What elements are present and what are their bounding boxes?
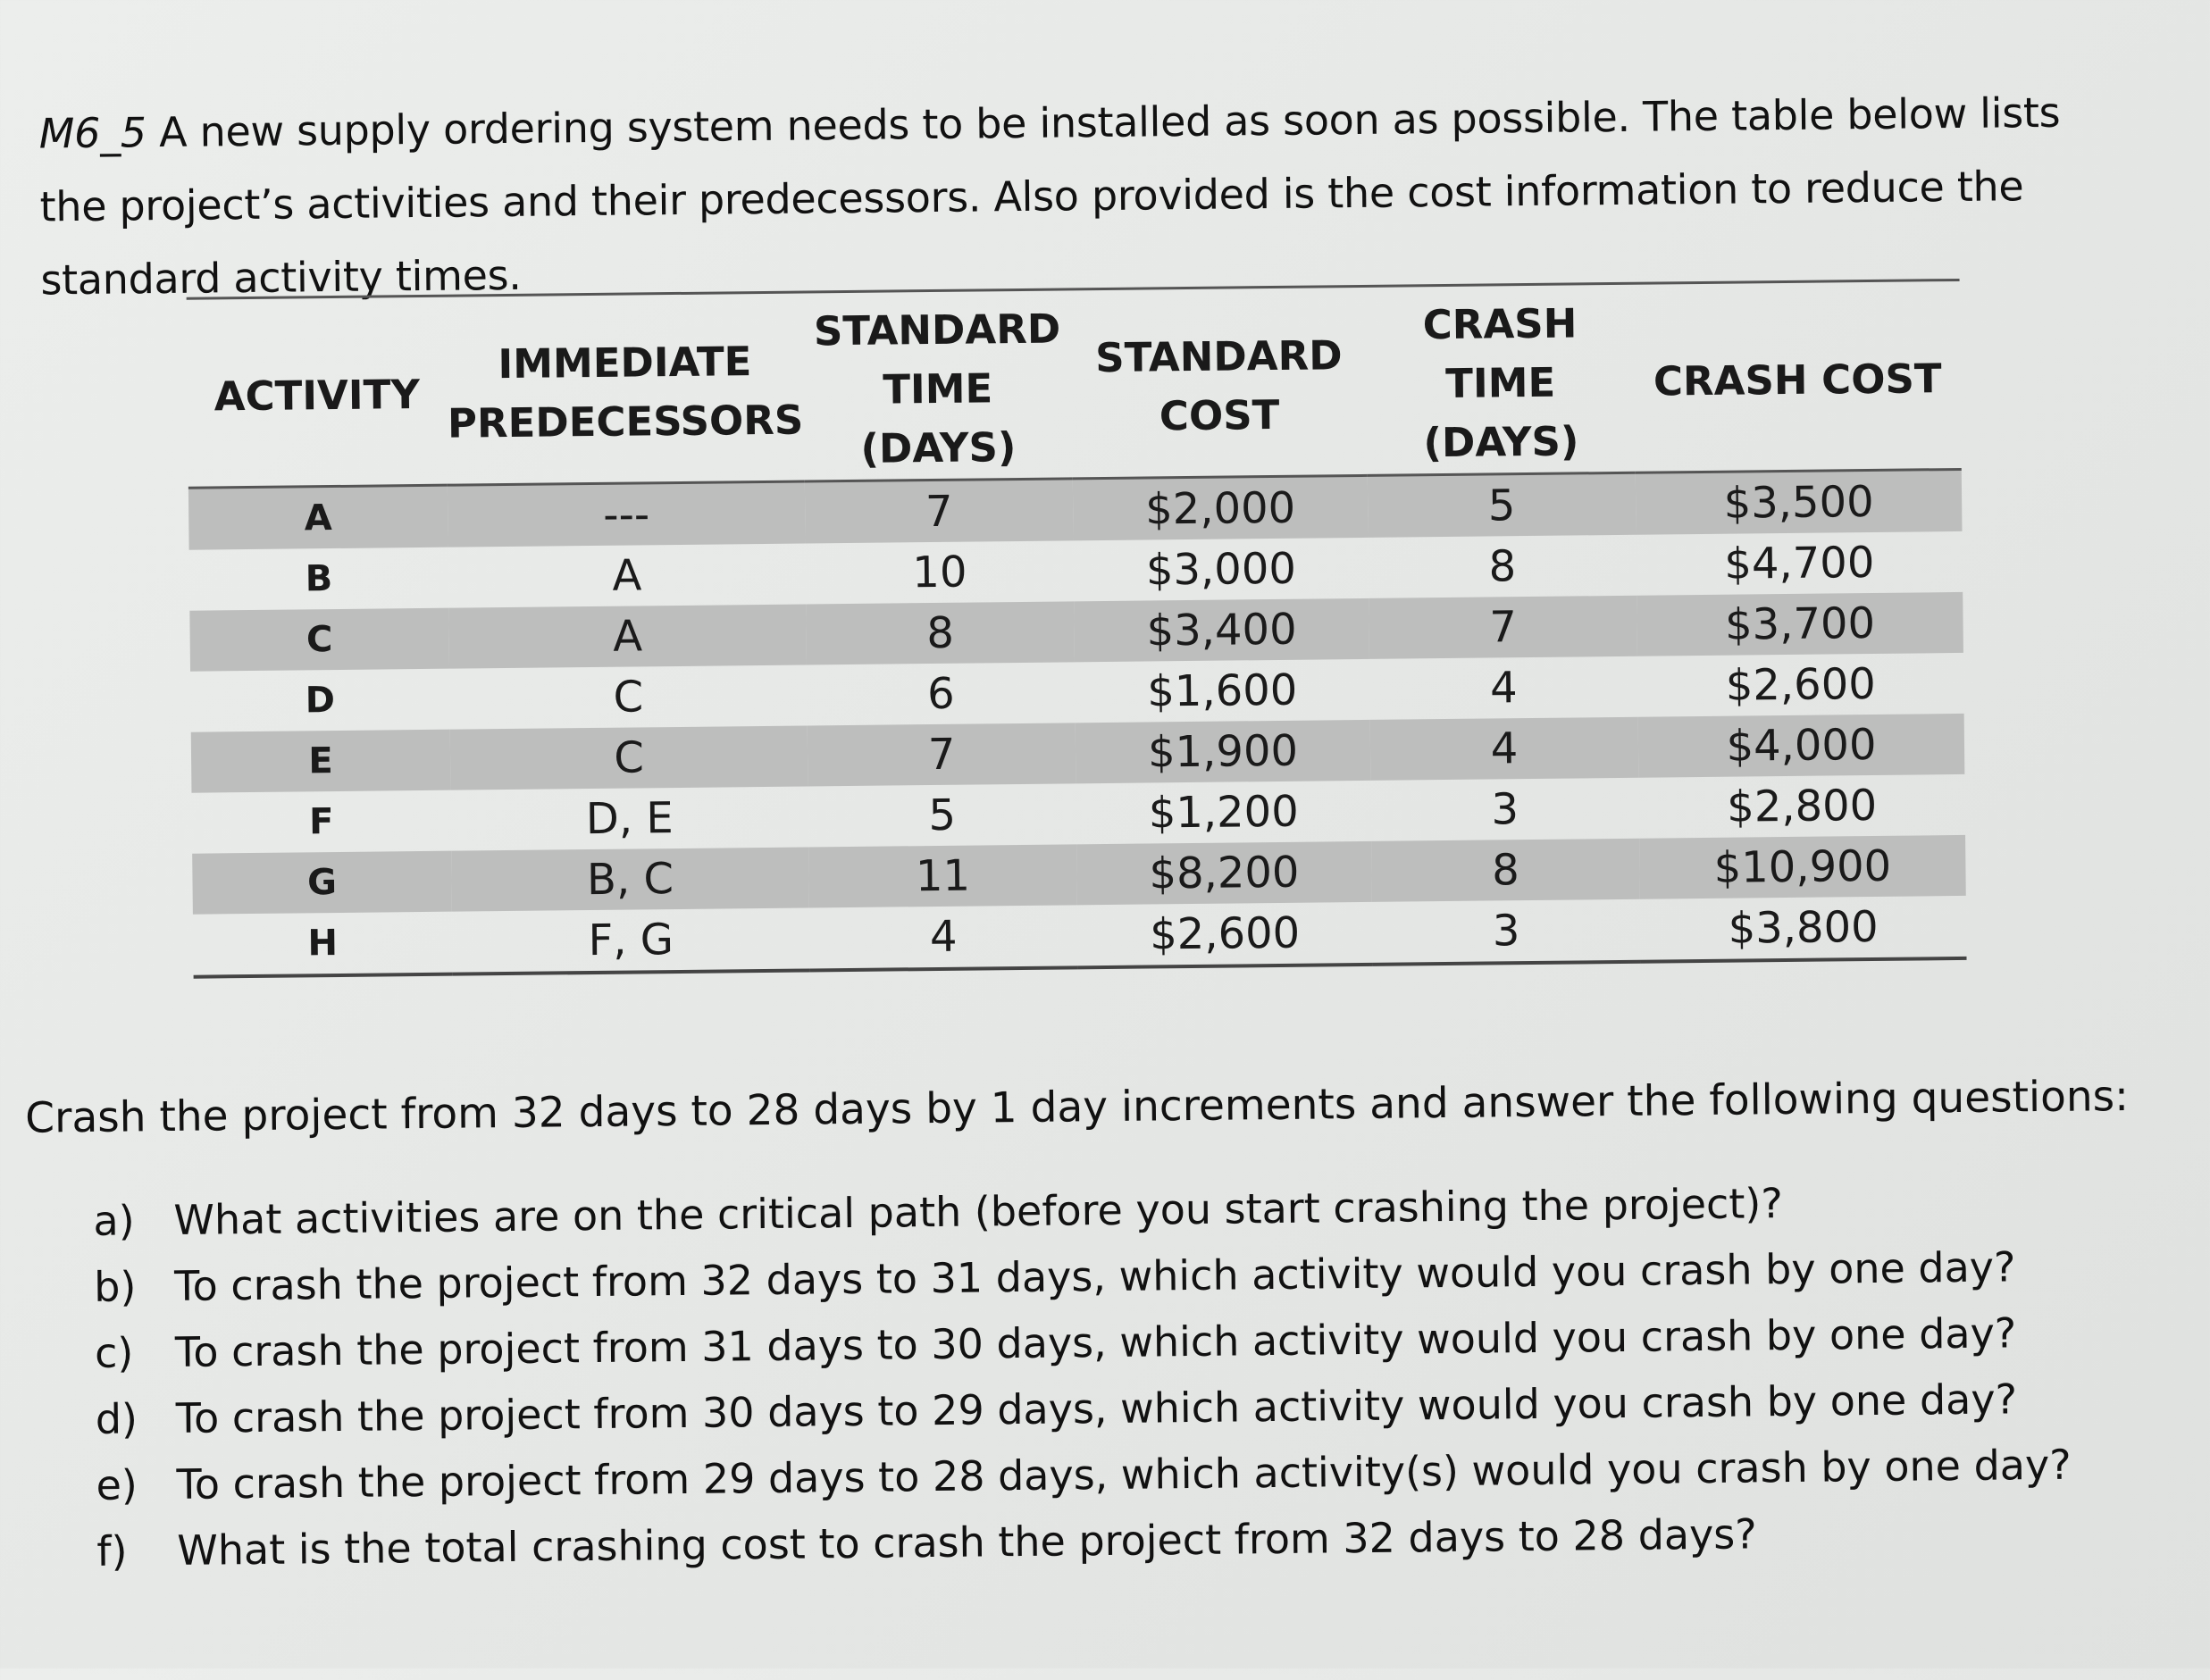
header-standard-time: STANDARD TIME (DAYS) (803, 298, 1073, 481)
cell-standard-time: 7 (808, 723, 1076, 786)
header-crash-time: CRASH TIME (DAYS) (1366, 293, 1636, 476)
cell-standard-time: 11 (808, 844, 1077, 907)
cell-activity: A (188, 485, 448, 550)
cell-crash-cost: $3,700 (1637, 592, 1963, 656)
cell-standard-cost: $3,400 (1074, 598, 1369, 662)
question-list (93, 1166, 2107, 1584)
cell-standard-time: 10 (912, 547, 967, 598)
question-text: To crash the project from 31 days to 30 days, which activity would you crash by one day? (174, 1308, 2017, 1376)
cell-standard-cost: $1,200 (1148, 786, 1300, 839)
cell-predecessors: --- (448, 481, 806, 547)
cell-standard-time: 4 (809, 905, 1078, 970)
question-text: What activities are on the critical path (before you start crashing the project)? (173, 1179, 1783, 1244)
cell-predecessors: A (448, 604, 807, 668)
cell-crash-cost: $2,600 (1725, 658, 1877, 711)
cell-standard-time: 7 (805, 479, 1074, 544)
cell-standard-time: 8 (806, 601, 1075, 664)
cell-crash-cost: $4,000 (1638, 714, 1965, 778)
cell-standard-time: 6 (926, 668, 955, 720)
cell-activity: D (305, 680, 336, 722)
cell-crash-time: 8 (1488, 541, 1517, 592)
cell-standard-cost: $8,200 (1076, 841, 1372, 905)
activity-table (187, 289, 1967, 979)
cell-predecessors: F, G (452, 907, 810, 974)
cell-standard-cost: $1,600 (1147, 664, 1298, 717)
cell-predecessors: C (450, 725, 808, 790)
cell-crash-time: 4 (1370, 717, 1639, 781)
cell-activity: G (192, 851, 452, 915)
cell-crash-cost: $10,900 (1639, 835, 1966, 899)
header-crash-cost: CRASH COST (1634, 289, 1962, 472)
cell-crash-time: 7 (1369, 596, 1637, 659)
cell-predecessors: A (612, 550, 642, 601)
question-marker: c) (94, 1328, 134, 1377)
header-predecessors: IMMEDIATE PREDECESSORS (446, 302, 805, 486)
cell-standard-cost: $2,600 (1077, 902, 1373, 967)
problem-tag: M6_5 (38, 108, 147, 158)
cell-crash-time: 5 (1368, 472, 1637, 538)
cell-crash-cost: $4,700 (1724, 537, 1875, 589)
cell-standard-time: 5 (928, 790, 957, 841)
question-text: To crash the project from 29 days to 28 days, which activity(s) would you crash by one day? (176, 1440, 2072, 1509)
question-marker: d) (95, 1394, 138, 1443)
cell-standard-cost: $3,000 (1145, 543, 1297, 596)
cell-predecessors: B, C (451, 847, 809, 911)
cell-crash-cost: $3,500 (1636, 469, 1963, 534)
cell-crash-cost: $3,800 (1640, 896, 1967, 962)
cell-predecessors: C (613, 672, 644, 723)
cell-crash-time: 4 (1489, 663, 1518, 714)
cell-predecessors: D, E (585, 793, 674, 845)
table-body (188, 469, 1967, 976)
crash-prompt: Crash the project from 32 days to 28 days by 1 day increments and answer the following questions: (24, 1072, 2130, 1143)
cell-activity: C (189, 608, 449, 672)
question-text: To crash the project from 30 days to 29 days, which activity would you crash by one day? (175, 1375, 2018, 1442)
cell-crash-cost: $2,800 (1726, 780, 1878, 832)
cell-activity: H (193, 912, 453, 977)
cell-standard-cost: $1,900 (1076, 720, 1371, 783)
header-standard-cost: STANDARD COST (1071, 296, 1368, 479)
cell-crash-time: 8 (1371, 839, 1640, 902)
cell-standard-cost: $2,000 (1073, 475, 1369, 540)
cell-crash-time: 3 (1491, 784, 1519, 835)
question-marker: a) (93, 1196, 135, 1245)
question-marker: f) (96, 1526, 128, 1576)
intro-text: A new supply ordering system needs to be installed as soon as possible. The table below lists the project’s activities and their predecessors. Also provided is the cost information to reduce the standard activity times. (39, 88, 2061, 305)
cell-activity: F (308, 801, 334, 843)
cell-activity: B (305, 558, 333, 600)
question-text: What is the total crashing cost to crash the project from 32 days to 28 days? (177, 1509, 1757, 1575)
question-text: To crash the project from 32 days to 31 days, which activity would you crash by one day? (173, 1242, 2016, 1310)
table-header-row (187, 289, 1962, 488)
question-marker: b) (93, 1262, 137, 1311)
cell-crash-time: 3 (1372, 899, 1641, 965)
question-marker: e) (96, 1460, 138, 1509)
cell-activity: E (191, 730, 451, 793)
header-activity: ACTIVITY (187, 305, 448, 489)
